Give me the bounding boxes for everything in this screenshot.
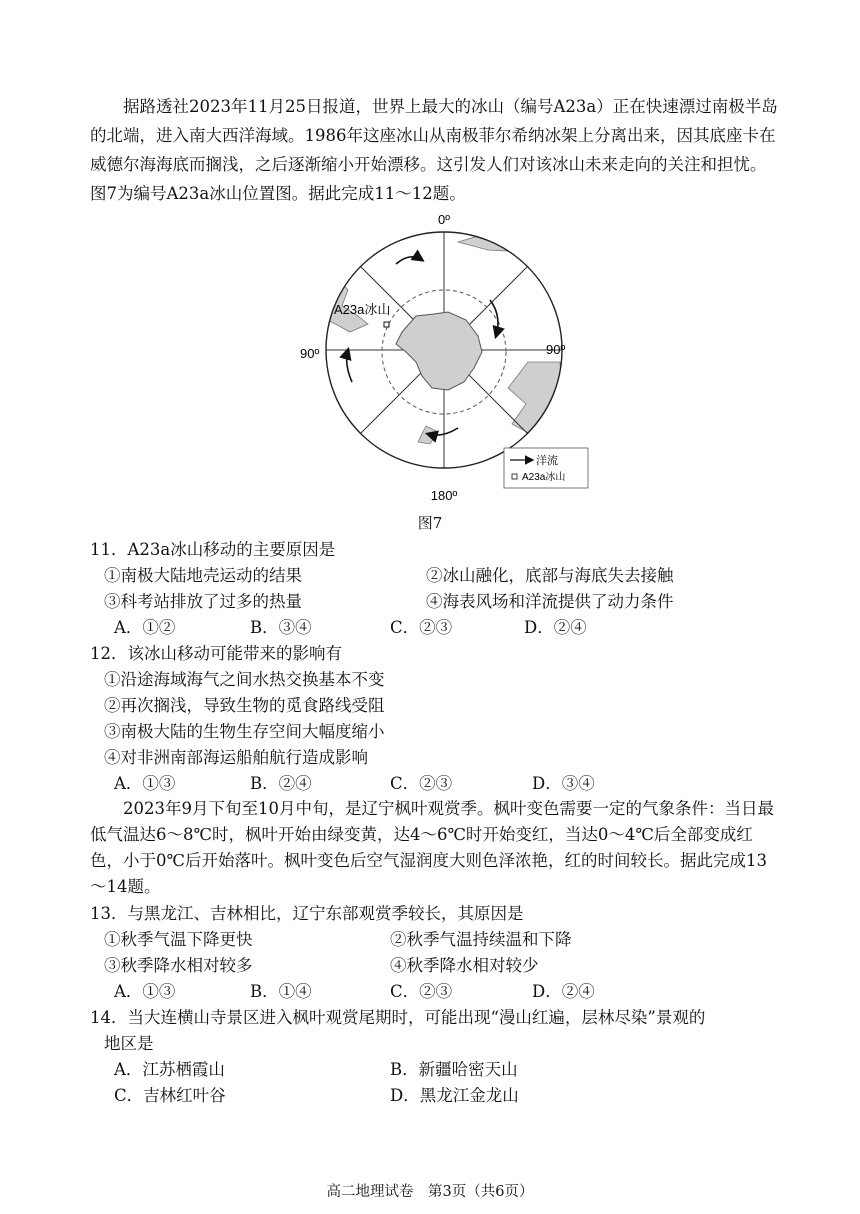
- q13-statement-1: ①秋季气温下降更快: [104, 930, 253, 949]
- q13-stem: 13．与黑龙江、吉林相比，辽宁东部观赏季较长，其原因是: [90, 904, 524, 923]
- passage-1: [90, 92, 780, 208]
- passage-1-text: 据路透社2023年11月25日报道，世界上最大的冰山（编号A23a）正在快速漂过南极半岛的北端，进入南大西洋海域。1986年这座冰山从南极菲尔希纳冰架上分离出来，因其底座卡在威德尔海海底而搁浅，之后逐渐缩小开始漂移。这引发人们对该冰山未来走向的关注和担忧。图7为编号A23a冰山位置图。据此完成11～12题。: [90, 97, 778, 203]
- iceberg-label: A23a冰山: [334, 302, 391, 317]
- q11-option-d: D．②④: [524, 618, 587, 637]
- q12-statement-3: ③南极大陆的生物生存空间大幅度缩小: [104, 722, 385, 741]
- q14-option-d: D．黑龙江金龙山: [390, 1086, 519, 1105]
- q14-stem-continued: 地区是: [104, 1034, 154, 1053]
- page-footer: 高二地理试卷 第3页（共6页）: [326, 1184, 534, 1200]
- label-90deg-east: 90º: [546, 342, 566, 357]
- figure-caption: 图7: [417, 514, 443, 532]
- q13-statement-4: ④秋季降水相对较少: [390, 956, 539, 975]
- q14-option-a: A．江苏栖霞山: [114, 1060, 225, 1079]
- label-0deg: 0º: [438, 212, 450, 227]
- iceberg-location-map: [298, 212, 590, 504]
- q14-option-c: C．吉林红叶谷: [114, 1086, 226, 1105]
- q12-statement-4: ④对非洲南部海运船舶航行造成影响: [104, 748, 368, 767]
- legend-iceberg-label: A23a冰山: [522, 472, 566, 483]
- q11-option-c: C．②③: [390, 618, 453, 637]
- q11-statement-4: ④海表风场和洋流提供了动力条件: [426, 592, 674, 611]
- label-90deg-west: 90º: [300, 346, 320, 361]
- map-legend: [504, 448, 588, 488]
- q12-option-a: A．①③: [114, 774, 176, 793]
- iceberg-marker: [384, 322, 389, 327]
- q13-statement-3: ③秋季降水相对较多: [104, 956, 253, 975]
- q12-stem: 12．该冰山移动可能带来的影响有: [90, 644, 342, 663]
- q14-stem: 14．当大连横山寺景区进入枫叶观赏尾期时，可能出现“漫山红遍，层林尽染”景观的: [90, 1008, 706, 1027]
- q12-statement-2: ②再次搁浅，导致生物的觅食路线受阻: [104, 696, 385, 715]
- q12-option-b: B．②④: [250, 774, 312, 793]
- q14-option-b: B．新疆哈密天山: [390, 1060, 518, 1079]
- q11-statement-2: ②冰山融化，底部与海底失去接触: [426, 566, 674, 585]
- q12-option-c: C．②③: [390, 774, 453, 793]
- q12-option-d: D．③④: [532, 774, 595, 793]
- q11-statement-1: ①南极大陆地壳运动的结果: [104, 566, 302, 585]
- antarctica-map-svg: [298, 212, 590, 504]
- q11-statement-3: ③科考站排放了过多的热量: [104, 592, 302, 611]
- q13-option-b: B．①④: [250, 982, 312, 1001]
- q13-option-a: A．①③: [114, 982, 176, 1001]
- label-180deg: 180º: [430, 488, 458, 503]
- q13-statement-2: ②秋季气温持续温和下降: [390, 930, 572, 949]
- legend-current-label: 洋流: [536, 455, 558, 467]
- q11-option-a: A．①②: [114, 618, 176, 637]
- passage-2: [90, 796, 780, 900]
- q11-option-b: B．③④: [250, 618, 312, 637]
- q13-option-d: D．②④: [532, 982, 595, 1001]
- q13-option-c: C．②③: [390, 982, 453, 1001]
- passage-2-text: 2023年9月下旬至10月中旬，是辽宁枫叶观赏季。枫叶变色需要一定的气象条件：当日最低气温达6～8℃时，枫叶开始由绿变黄，达4～6℃时开始变红，当达0～4℃后全部变成红色，小于0℃后开始落叶。枫叶变色后空气湿润度大则色泽浓艳，红的时间较长。据此完成13～14题。: [90, 799, 774, 896]
- q11-stem: 11．A23a冰山移动的主要原因是: [90, 540, 336, 559]
- q12-statement-1: ①沿途海域海气之间水热交换基本不变: [104, 670, 385, 689]
